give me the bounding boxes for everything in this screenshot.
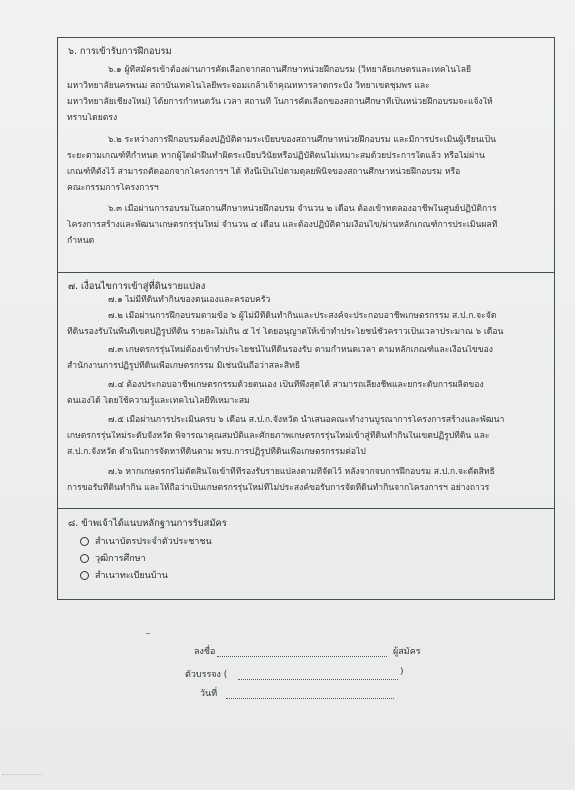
section-8-title: ๘. ข้าพเจ้าได้แนบหลักฐานการรับสมัคร: [68, 518, 227, 529]
stray-mark: [146, 633, 150, 634]
radio-circle-icon[interactable]: [80, 554, 89, 563]
section-6-box: [57, 37, 555, 272]
section-6-line: ๖.๓ เมื่อผ่านการอบรมในสถานศึกษาหน่วยฝึกอบรม จำนวน ๒ เดือน ต้องเข้าทดลองอาชีพในศูนย์ปฏิบัติการ: [108, 204, 497, 214]
radio-circle-icon[interactable]: [80, 537, 89, 546]
section-7-line: ๗.๖ หากเกษตรกรไม่ตัดสินใจเข้าที่ที่รองรับรายแปลงตามที่จัดไว้ หลังจากจบการฝึกอบรม ส.ป.ก.จะตัดสิทธิ: [108, 467, 495, 477]
option-label: สำเนาบัตรประจำตัวประชาชน: [95, 537, 212, 547]
section-7-line: ตนเองได้ โดยใช้ความรู้และเทคโนโลยีที่เหมาะสม: [67, 396, 250, 406]
signature-line[interactable]: [217, 656, 387, 657]
section-7-box: [57, 272, 555, 508]
section-7-title: ๗. เงื่อนไขการเข้าสู่ที่ดินรายแปลง: [68, 281, 206, 292]
checkbox-id-card[interactable]: [80, 534, 212, 548]
sign-label: ลงชื่อ: [194, 647, 216, 657]
section-6-line: ทราบโดยตรง: [67, 113, 118, 123]
section-7-line: สำนักงานการปฏิรูปที่ดินเพื่อเกษตรกรรม มิเช่นนั้นถือว่าสละสิทธิ์: [67, 361, 301, 371]
option-label: สำเนาทะเบียนบ้าน: [95, 571, 168, 581]
section-7-line: ๗.๓ เกษตรกรรุ่นใหม่ต้องเข้าทำประโยชน์ในที่ดินรองรับ ตามกำหนดเวลา ตามหลักเกณฑ์และเงื่อนไขของ: [108, 345, 493, 355]
section-7-line: เกษตรกรรุ่นใหม่ระดับจังหวัด พิจารณาคุณสมบัติและศักยภาพเกษตรกรรุ่นใหม่เข้าสู่ที่ดินทำกินในเขตปฏิรูปที่ดิน และ: [67, 431, 490, 441]
checkbox-house-registration[interactable]: [80, 568, 168, 582]
section-6-line: กำหนด: [67, 236, 95, 246]
section-6-line: คณะกรรมการโครงการฯ: [67, 183, 159, 193]
option-label: วุฒิการศึกษา: [95, 554, 146, 564]
section-7-line: ๗.๑ ไม่มีที่ดินทำกินของตนเองและครอบครัว: [108, 295, 271, 305]
section-6-title: ๖. การเข้ารับการฝึกอบรม: [68, 46, 172, 57]
section-7-line: ส.ป.ก.จังหวัด ดำเนินการจัดหาที่ดินตาม พรบ.การปฏิรูปที่ดินเพื่อเกษตรกรรมต่อไป: [67, 447, 366, 457]
section-7-line: ๗.๒ เมื่อผ่านการฝึกอบรมตามข้อ ๖ ผู้ไม่มีที่ดินทำกินและประสงค์จะประกอบอาชีพเกษตรกรรม ส.ป.ก.จะจัด: [108, 311, 497, 321]
section-6-line: มหาวิทยาลัยนครพนม สถาบันเทคโนโลยีพระจอมเกล้าเจ้าคุณทหารลาดกระบัง วิทยาเขตชุมพร และ: [67, 81, 430, 91]
section-7-line: การขอรับที่ดินทำกิน และให้ถือว่าเป็นเกษตรกรรุ่นใหม่ที่ไม่ประสงค์ขอรับการจัดที่ดินทำกินจากโครงการฯ อย่างถาวร: [67, 483, 490, 493]
page-edge-mark: [2, 774, 42, 775]
date-label: วันที่: [200, 689, 218, 699]
printed-name-line[interactable]: [238, 679, 398, 680]
section-7-line: ที่ดินรองรับในพื้นที่เขตปฏิรูปที่ดิน รายละไม่เกิน ๕ ไร่ โดยอนุญาตให้เข้าทำประโยชน์ชั่วคราวเป็นเวลาประมาณ ๖ เดือน: [67, 327, 504, 337]
section-7-line: ๗.๕ เมื่อผ่านการประเมินครบ ๖ เดือน ส.ป.ก.จังหวัด นำเสนอคณะทำงานบูรณาการโครงการสร้างและพัฒนา: [108, 415, 505, 425]
checkbox-education-certificate[interactable]: [80, 551, 146, 565]
section-6-line: ๖.๒ ระหว่างการฝึกอบรมต้องปฏิบัติตามระเบียบของสถานศึกษาหน่วยฝึกอบรม และมีการประเมินผู้เรียนเป็น: [108, 135, 496, 145]
section-7-line: ๗.๔ ต้องประกอบอาชีพเกษตรกรรมด้วยตนเอง เป็นที่พึ่งสุดได้ สามารถเลี้ยงชีพและยกระดับการผลิตของ: [108, 380, 484, 390]
date-line[interactable]: [226, 698, 394, 699]
section-6-line: ระยะตามเกณฑ์ที่กำหนด หากผู้ใดฝ่าฝืนทำผิดระเบียบวินัยหรือปฏิบัติตนไม่เหมาะสมด้วยประการใดแล้ว หรือไม่ผ่าน: [67, 151, 485, 161]
section-6-line: มหาวิทยาลัยเชียงใหม่) ได้ยการกำหนดวัน เวลา สถานที่ ในการคัดเลือกของสถานศึกษาที่เป็นหน่วยฝึกอบรมจะแจ้งให้: [67, 97, 493, 107]
section-6-line: เกณฑ์ที่ตั้งไว้ สามารถตัดออกจากโครงการฯ ได้ ทั้งนี้เป็นไปตามดุลยพินิจของสถานศึกษาหน่วยฝึกอบรม หรือ: [67, 167, 461, 177]
applicant-label: ผู้สมัคร: [393, 647, 421, 657]
radio-circle-icon[interactable]: [80, 571, 89, 580]
section-6-line: ๖.๑ ผู้ที่สมัครเข้าต้องผ่านการคัดเลือกจากสถานศึกษาหน่วยฝึกอบรม (วิทยาลัยเกษตรและเทคโนโลยี: [108, 65, 472, 75]
section-8-box: [57, 508, 555, 600]
name-open-label: ตัวบรรจง (: [185, 670, 228, 680]
section-6-line: โครงการสร้างและพัฒนาเกษตรกรรุ่นใหม่ จำนวน ๔ เดือน และต้องปฏิบัติตามเงื่อนไข/ผ่านหลักเกณฑ์การประเมินผลที่: [67, 220, 498, 230]
name-close-label: ): [400, 667, 404, 677]
